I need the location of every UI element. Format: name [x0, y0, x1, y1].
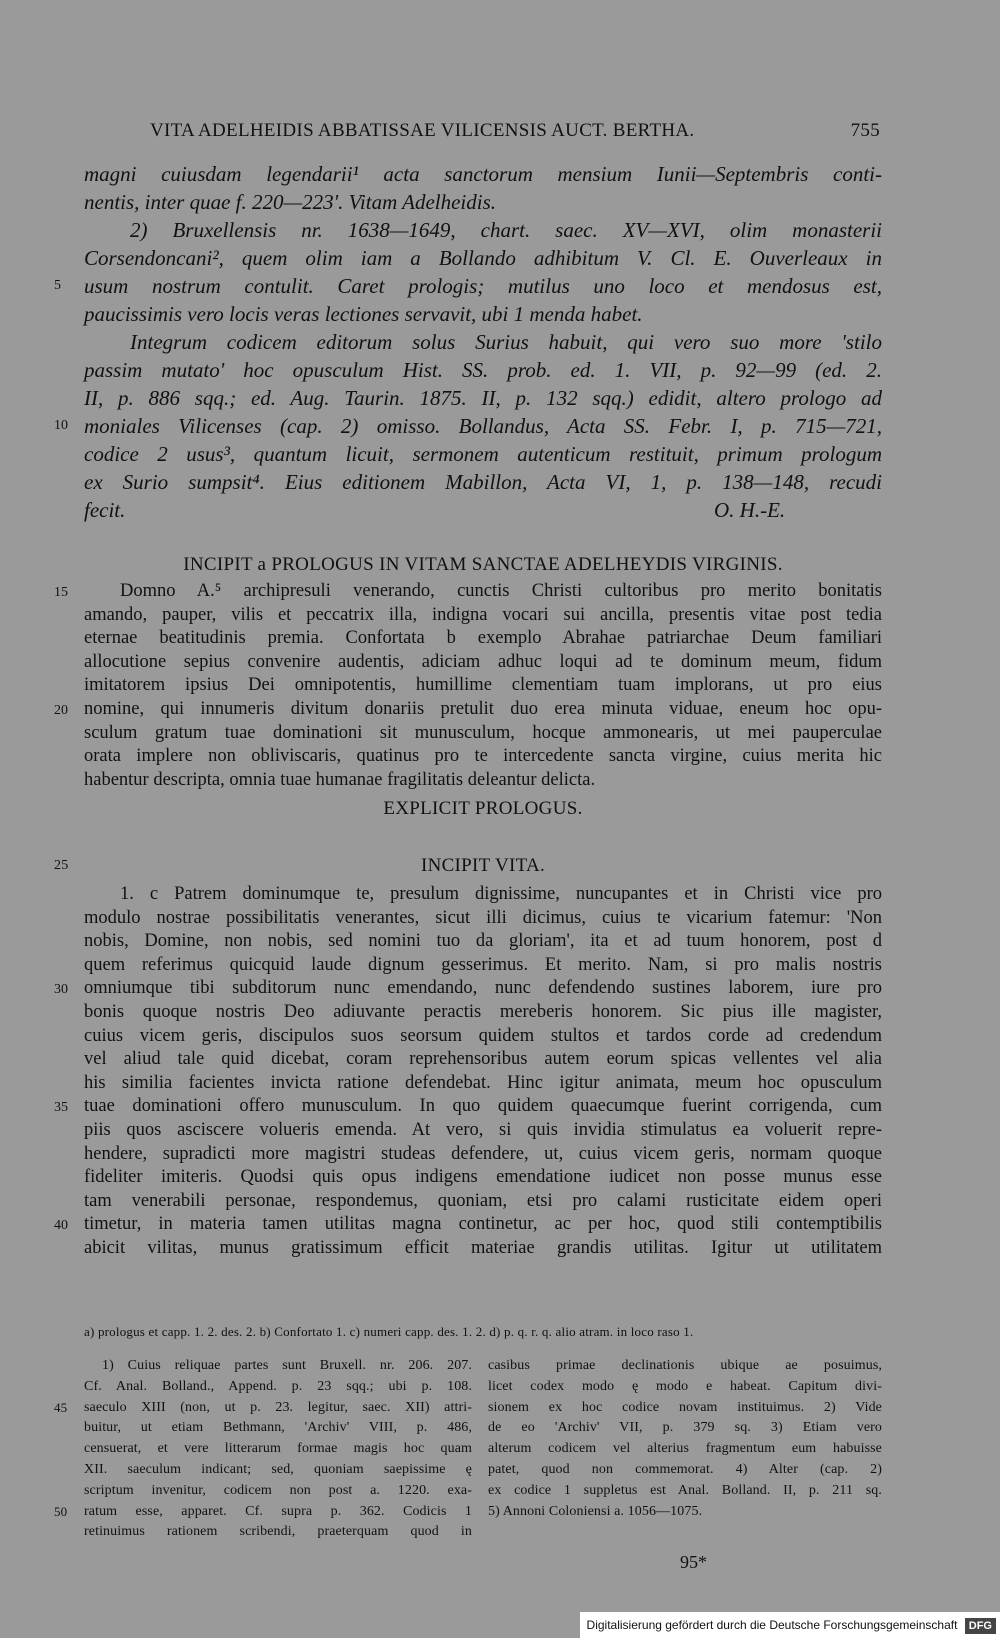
- line-text: nomine, qui innumeris divitum donariis pretulit duo erea minuta viduae, eneum hoc opu-: [84, 698, 882, 719]
- line-text: magni cuiusdam legendarii¹ acta sanctorum mensium Iunii—Septembris conti-: [84, 162, 882, 186]
- text-line: [84, 1522, 472, 1543]
- line-text: 5) Annoni Coloniensi a. 1056—1075.: [488, 1503, 703, 1519]
- text-line: [84, 1119, 882, 1143]
- line-text: 2) Bruxellensis nr. 1638—1649, chart. saec. XV—XVI, olim monasterii: [130, 218, 882, 242]
- line-text: casibus primae declinationis ubique ae posuimus,: [488, 1358, 882, 1373]
- header-page-number: 755: [850, 120, 880, 141]
- line-text: Corsendoncani², quem olim iam a Bollando adhibitum V. Cl. E. Ouverleaux in: [84, 246, 882, 270]
- text-line: [84, 745, 882, 769]
- digitization-footer: [580, 1612, 1000, 1638]
- line-text: sculum gratum tuae dominationi sit munusculum, hocque ammonearis, ut mei pauperculae: [84, 722, 882, 743]
- dfg-logo: DFG: [965, 1618, 996, 1634]
- text-line: [54, 698, 882, 722]
- text-line: [54, 1095, 882, 1119]
- explicit-block: [84, 795, 882, 823]
- vita-heading-block: [54, 852, 882, 880]
- line-text: 1) Cuius reliquae partes sunt Bruxell. nr. 206. 207.: [102, 1358, 472, 1373]
- text-line: [84, 1048, 882, 1072]
- line-text: retinuimus rationem scribendi, praeterquam quod in: [84, 1524, 472, 1540]
- text-line: [84, 1237, 882, 1261]
- line-text: scriptum invenitur, codicem non post a. 1220. exa-: [84, 1482, 472, 1498]
- line-text: II, p. 886 sqq.; ed. Aug. Taurin. 1875. II, p. 132 sqq.) edidit, altero prologo ad: [84, 386, 882, 410]
- line-text: orata implere non obliviscaris, quatinus pro te intercedente sancta virgine, cuius merita hic: [84, 746, 882, 767]
- line-text: licet codex modo ę modo e habeat. Capitum divi-: [488, 1378, 882, 1394]
- prologue-heading-block: [84, 551, 882, 579]
- text-line: [84, 1001, 882, 1025]
- text-line: [84, 1025, 882, 1049]
- vita-heading: INCIPIT VITA.: [420, 855, 546, 876]
- explicit-heading: EXPLICIT PROLOGUS.: [383, 798, 583, 819]
- footnotes-left-column: [54, 1356, 472, 1543]
- line-text: nobis, Domine, non nobis, sed nomini tuo da gloriam', ita et ad tuum honorem, post d: [84, 931, 882, 952]
- line-text: sionem ex hoc codice novam instituimus. 2) Vide: [488, 1399, 882, 1415]
- text-line: [84, 160, 882, 188]
- text-line: [84, 440, 882, 468]
- line-text: cuius vicem geris, discipulos suos seorsum quidem stultos et tardos corde ad credendum: [84, 1025, 882, 1046]
- signature-mark: 95*: [680, 1552, 707, 1572]
- line-text: amando, pauper, vilis et peccatrix illa, indigna vocari sui ancilla, presentis vitae post tedia: [84, 604, 882, 625]
- text-line: [84, 300, 882, 328]
- line-text: omniumque tibi subditorum nunc emendando, nunc defendendo sustines laborem, iure pro: [84, 978, 882, 999]
- text-line: [488, 1377, 882, 1398]
- line-text: his similia facientes invicta ratione defendebat. Hinc igitur animata, meum hoc opusculum: [84, 1072, 882, 1093]
- line-text: censuerat, et vere litterarum formae magis hoc quam: [84, 1441, 472, 1457]
- line-text: fideliter imiteris. Quodsi quis opus indigens emendatione iudicet non posse munus esse: [84, 1167, 882, 1188]
- text-line: [84, 1377, 472, 1398]
- line-text: ex Surio sumpsit⁴. Eius editionem Mabillon, Acta VI, 1, p. 138—148, recudi: [84, 470, 882, 494]
- text-line: [84, 244, 882, 272]
- text-line: [84, 1356, 472, 1377]
- line-text: tuae dominationi offero munusculum. In quo quidem quaecumque fuerint corrigenda, cum: [84, 1096, 882, 1117]
- line-number: 40: [54, 1218, 68, 1234]
- footnotes-right-column: [488, 1356, 882, 1522]
- text-line: [84, 384, 882, 412]
- text-line: [84, 216, 882, 244]
- line-text: modulo nostrae possibilitatis venerantes, sicut illi dicimus, cuius te vicarium fatemur: 'Non: [84, 907, 882, 928]
- text-line: [54, 272, 882, 300]
- text-line: [54, 1502, 472, 1523]
- header-title: VITA ADELHEIDIS ABBATISSAE VILICENSIS AUCT. BERTHA.: [150, 120, 695, 141]
- critical-apparatus: a) prologus et capp. 1. 2. des. 2. b) Confortato 1. c) numeri capp. des. 1. 2. d) p. q. r. q. alio atram. in loco raso 1.: [84, 1324, 694, 1339]
- line-text: de eo 'Archiv' VII, p. 379 sq. 3) Etiam vero: [488, 1420, 882, 1436]
- text-line: [54, 412, 882, 440]
- text-line: [488, 1398, 882, 1419]
- text-line: [54, 977, 882, 1001]
- text-line: [84, 722, 882, 746]
- line-number: 5: [54, 278, 61, 293]
- text-line: [84, 1460, 472, 1481]
- text-line: [84, 1439, 472, 1460]
- line-text: vel aliud tale quid dicebat, coram reprehensoribus autem eorum spicas vellentes vel alia: [84, 1049, 882, 1070]
- text-line: [84, 930, 882, 954]
- intro-paragraphs: [54, 160, 882, 524]
- vita-heading-line: [54, 852, 882, 880]
- text-line: [84, 651, 882, 675]
- prologue-text: [54, 580, 882, 792]
- text-line: [84, 1143, 882, 1167]
- line-number: 15: [54, 585, 68, 600]
- line-text: allocutione sepius convenire audentis, adiciam adhuc loqui ad te dominum meum, fidum: [84, 651, 882, 672]
- text-line: [84, 328, 882, 356]
- text-line: [84, 1072, 882, 1096]
- line-text: nentis, inter quae f. 220—223'. Vitam Adelheidis.: [84, 190, 497, 214]
- line-text: hendere, supradicti more magistri studeas defendere, ut, cuius vicem geris, normam quoque: [84, 1143, 882, 1164]
- text-line: [488, 1418, 882, 1439]
- line-number: 25: [54, 858, 69, 873]
- line-text: paucissimis vero locis veras lectiones servavit, ubi 1 menda habet.: [84, 302, 643, 326]
- text-line: [84, 468, 882, 496]
- line-text: ratum esse, apparet. Cf. supra p. 362. Codicis 1: [84, 1503, 472, 1519]
- text-line: [488, 1481, 882, 1502]
- line-number: 30: [54, 982, 68, 998]
- text-line: [84, 627, 882, 651]
- line-text: fecit.: [84, 498, 126, 522]
- text-line: [84, 1190, 882, 1214]
- line-text: eternae beatitudinis premia. Confortata b exemplo Abrahae patriarchae Deum familiari: [84, 628, 882, 649]
- text-line: [84, 883, 882, 907]
- line-text: ex codice 1 suppletus est Anal. Bolland. II, p. 211 sq.: [488, 1482, 882, 1498]
- text-line: [84, 188, 882, 216]
- line-text: codice 2 usus³, quantum licuit, sermonem autenticum restituit, primum prologum: [84, 442, 882, 466]
- line-text: saeculo XIII (non, ut p. 23. legitur, saec. XII) attri-: [84, 1399, 472, 1415]
- line-text: usum nostrum contulit. Caret prologis; mutilus uno loco et mendosus est,: [84, 274, 882, 298]
- text-line: [488, 1439, 882, 1460]
- line-text: Integrum codicem editorum solus Surius habuit, qui vero suo more 'stilo: [130, 330, 882, 354]
- line-text: Cf. Anal. Bolland., Append. p. 23 sqq.; ubi p. 108.: [84, 1378, 472, 1394]
- text-line: [84, 356, 882, 384]
- text-line: [84, 674, 882, 698]
- text-line: [488, 1502, 882, 1523]
- text-line: [84, 604, 882, 628]
- text-line: [84, 1166, 882, 1190]
- line-text: 1. c Patrem dominumque te, presulum dignissime, nuncupantes et in Christi vice pro: [120, 884, 882, 904]
- text-line: [488, 1356, 882, 1377]
- line-text: imitatorem ipsius Dei omnipotentis, humillime clementiam tuam implorans, ut pro eius: [84, 675, 882, 696]
- line-text: tam venerabili personae, respondemus, quoniam, etsi pro calami rusticitate eidem operi: [84, 1190, 882, 1211]
- vita-text: [54, 883, 882, 1261]
- line-text: moniales Vilicenses (cap. 2) omisso. Bollandus, Acta SS. Febr. I, p. 715—721,: [84, 414, 882, 438]
- line-number: 50: [54, 1503, 68, 1519]
- editor-initials: O. H.-E.: [714, 498, 786, 522]
- text-line: [84, 496, 882, 524]
- line-text: timetur, in materia tamen utilitas magna continetur, ac per hoc, quod stili contemptibilis: [84, 1214, 882, 1235]
- line-text: patet, quod non commemorat. 4) Alter (cap. 2): [488, 1461, 882, 1477]
- text-line: [84, 907, 882, 931]
- line-text: passim mutato' hoc opusculum Hist. SS. prob. ed. 1. VII, p. 92—99 (ed. 2.: [84, 358, 882, 382]
- line-text: Domno A.⁵ archipresuli venerando, cunctis Christi cultoribus pro merito bonitatis: [120, 581, 882, 601]
- line-number: 20: [54, 702, 68, 718]
- text-line: [488, 1460, 882, 1481]
- line-number: 45: [54, 1399, 68, 1415]
- line-text: habentur descripta, omnia tuae humanae fragilitatis deleantur delicta.: [84, 769, 596, 790]
- footer-text: Digitalisierung gefördert durch die Deutsche Forschungsgemeinschaft: [586, 1618, 958, 1632]
- line-text: alterum codicem vel alterius fragmentum eum habuisse: [488, 1441, 882, 1457]
- line-text: XII. saeculum indicant; sed, quoniam saepissime ę: [84, 1461, 472, 1477]
- line-text: abicit vilitas, munus gratissimum efficit materiae grandis utilitas. Igitur ut utilitatem: [84, 1237, 882, 1258]
- text-line: [84, 1418, 472, 1439]
- text-line: [54, 1213, 882, 1237]
- line-text: quem referimus quicquid laude dignum gesserimus. Et merito. Nam, si pro malis nostris: [84, 954, 882, 975]
- line-text: bonis quoque nostris Deo adiuvante peractis mereberis honorem. Sic pius ille magister,: [84, 1001, 882, 1022]
- text-line: [54, 580, 882, 604]
- line-text: piis quos asciscere volueris emenda. At vero, si quis invidia stimulatus ea voluerit repre-: [84, 1119, 882, 1140]
- line-number: 35: [54, 1100, 68, 1116]
- text-line: [54, 1398, 472, 1419]
- text-line: [84, 954, 882, 978]
- line-number: 10: [54, 418, 68, 433]
- line-text: buitur, ut etiam Bethmann, 'Archiv' VIII, p. 486,: [84, 1420, 472, 1436]
- prologue-heading: INCIPIT a PROLOGUS IN VITAM SANCTAE ADELHEYDIS VIRGINIS.: [183, 554, 783, 575]
- text-line: [84, 769, 882, 793]
- text-line: [84, 1481, 472, 1502]
